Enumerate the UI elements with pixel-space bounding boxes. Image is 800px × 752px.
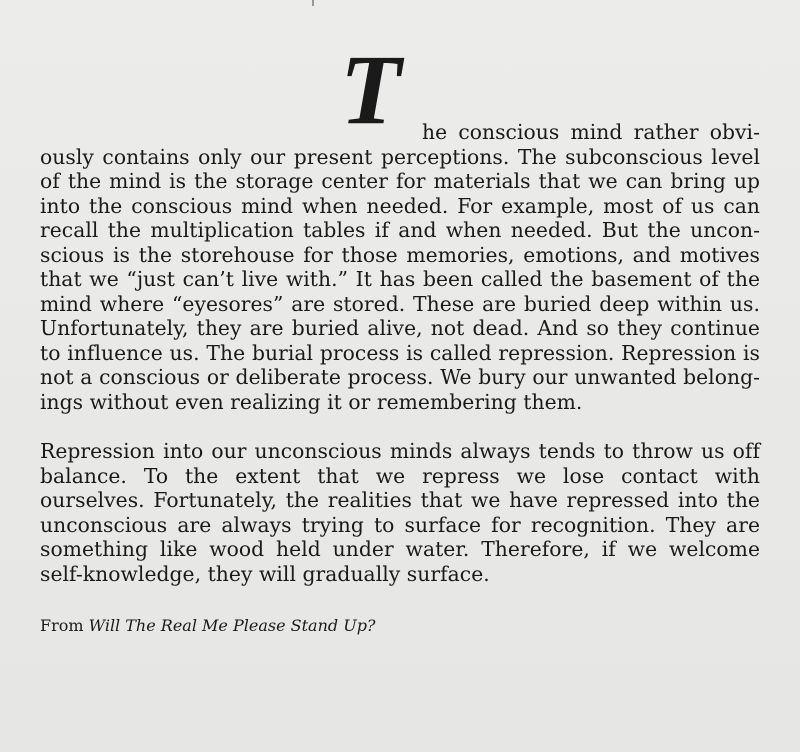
paragraph-2: Repression into our unconscious minds always tends to throw us off balance. To the extent that we repress we lose contact with ourselves. Fortunately, the realities that we have repressed into the unconscious are always trying to surface for recognition. They are something like wood held under water. Therefore, if we welcome self-knowledge, they will gradually surface. xyxy=(40,439,760,586)
page-content xyxy=(40,34,760,652)
source-prefix: From xyxy=(40,616,84,635)
page-mark xyxy=(312,0,314,6)
paragraph-1-body: ously contains only our present perceptions. The subconscious level of the mind is the storage center for materials that we can bring up into the conscious mind when needed. For example, most of us can recall the multiplication tables if and when needed. But the uncon-scious is the storehouse for those memories, emotions, and motives that we “just can’t live with.” It has been called the basement of the mind where “eyesores” are stored. These are buried deep within us. Unfortunately, they are buried alive, not dead. And so they continue to influence us. The burial process is called repression. Repression is not a conscious or deliberate process. We bury our unwanted belong-ings without even realizing it or remembering them. xyxy=(40,144,760,414)
drop-cap: T xyxy=(340,34,402,145)
source-title: Will The Real Me Please Stand Up? xyxy=(88,616,376,635)
paragraph-1-first-line: he conscious mind rather obvi- xyxy=(422,120,760,144)
source-citation xyxy=(40,616,760,636)
